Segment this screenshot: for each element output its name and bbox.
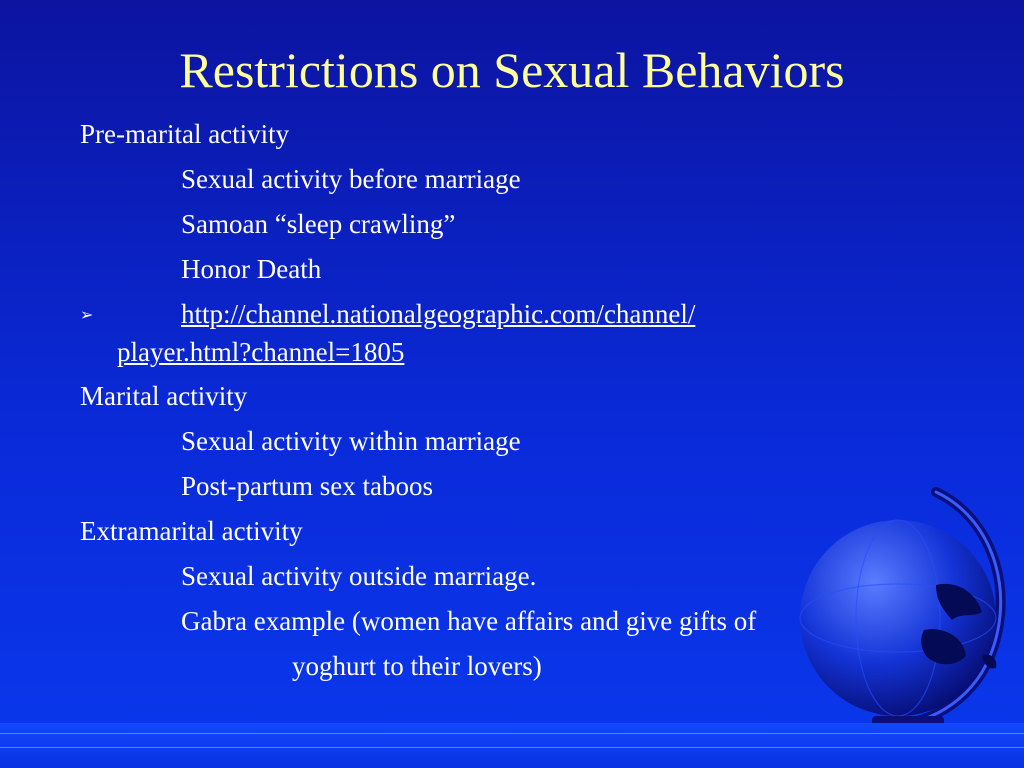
sub-item-sleep-crawling: Samoan “sleep crawling” <box>181 209 456 239</box>
globe-icon <box>786 480 1016 740</box>
sub-item-outside-marriage: Sexual activity outside marriage. <box>181 561 537 591</box>
sub-item-post-partum: Post-partum sex taboos <box>181 471 433 501</box>
sub-item-gabra-example: Gabra example (women have affairs and give gifts of <box>181 606 757 636</box>
slide-title: Restrictions on Sexual Behaviors <box>179 42 845 98</box>
footer-divider <box>0 733 1024 734</box>
video-link-line-2[interactable]: player.html?channel=1805 <box>117 337 405 367</box>
arrow-bullet-icon: ➢ <box>80 307 94 324</box>
video-link-line-1[interactable]: http://channel.nationalgeographic.com/channel/ <box>181 299 696 329</box>
footer-divider <box>0 747 1024 748</box>
heading-marital: Marital activity <box>80 381 248 411</box>
footer-band <box>0 723 1024 768</box>
heading-extramarital: Extramarital activity <box>80 516 303 546</box>
sub-item-within-marriage: Sexual activity within marriage <box>181 426 521 456</box>
sub-item-before-marriage: Sexual activity before marriage <box>181 164 521 194</box>
sub-item-honor-death: Honor Death <box>181 254 322 284</box>
heading-pre-marital: Pre-marital activity <box>80 119 290 149</box>
sub-item-gabra-continued: yoghurt to their lovers) <box>292 651 542 681</box>
